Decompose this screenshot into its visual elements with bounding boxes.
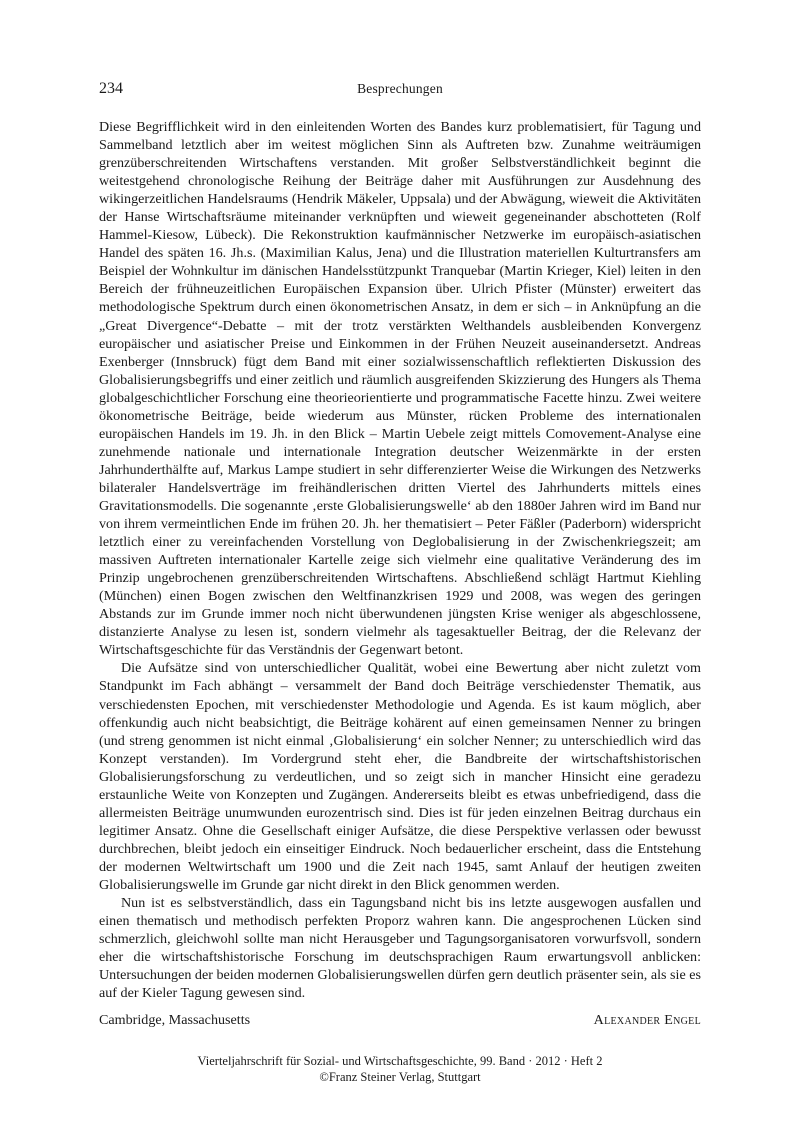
page-footer <box>99 1054 701 1085</box>
signature-line <box>99 1012 701 1032</box>
signature-author: Alexander Engel <box>593 1012 701 1028</box>
paragraph: Diese Begrifflichkeit wird in den einleitenden Worten des Bandes kurz problematisiert, für Tagung und Sammelband letztlich aber im weitest möglichen Sinn als Auftreten bzw. Zunahme weiträumigen grenzüberschreitenden Wirtschaftens verstanden. Mit großer Selbstverständlichkeit beginnt die weitestgehend chronologische Reihung der Beiträge daher mit Ausführungen zur Ausdehnung des wikingerzeitlichen Handelsraums (Hendrik Mäkeler, Uppsala) und der Abwägung, wieweit die Aktivitäten der Hanse Wirtschaftsräume miteinander verknüpften und wieweit gegeneinander abschotteten (Rolf Hammel-Kiesow, Lübeck). Die Rekonstruktion kaufmännischer Netzwerke im europäisch-asiatischen Handel des späten 16. Jh.s. (Maximilian Kalus, Jena) und die Illustration materiellen Kulturtransfers am Beispiel der Wohnkultur im dänischen Handelsstützpunkt Tranquebar (Martin Krieger, Kiel) leiten in den Bereich der frühneuzeitlichen Europäischen Expansion über. Ulrich Pfister (Münster) erweitert das methodologische Spektrum durch einen ökonometrischen Ansatz, in dem er sich – in Anknüpfung an die „Great Divergence“-Debatte – mit der trotz verstärkten Welthandels ausbleibenden Konvergenz europäischer und asiatischer Preise und Einkommen in der Frühen Neuzeit auseinandersetzt. Andreas Exenberger (Innsbruck) fügt dem Band mit einer sozialwissenschaftlich reflektierten Diskussion des Globalisierungsbegriffs und einer zeitlich und räumlich ausgreifenden Skizzierung des Hungers als Thema globalgeschichtlicher Forschung eine theorieorientierte und programmatische Facette hinzu. Zwei weitere ökonometrische Beiträge, beide wiederum aus Münster, rücken Probleme des internationalen europäischen Handels im 19. Jh. in den Blick – Martin Uebele zeigt mittels Comovement-Analyse eine zunehmende nationale und internationale Integration deutscher Weizenmärkte in der ersten Jahrhunderthälfte auf, Markus Lampe studiert in sehr differenzierter Weise die Wirkungen des Netzwerks bilateraler Handelsverträge im freihändlerischen dritten Viertel des Jahrhunderts mittels eines Gravitationsmodells. Die sogenannte ‚erste Globalisierungswelle‘ ab den 1880er Jahren wird im Band nur von ihrem vermeintlichen Ende im frühen 20. Jh. her thematisiert – Peter Fäßler (Paderborn) widerspricht letztlich einer zu vereinfachenden Vorstellung von Deglobalisierung in der Zwischenkriegszeit; am massiven Auftreten internationaler Kartelle zeige sich vielmehr eine qualitative Veränderung des im Prinzip ungebrochenen grenzüberschreitenden Wirtschaftens. Abschließend schlägt Hartmut Kiehling (München) einen Bogen zwischen den Weltfinanzkrisen 1929 und 2008, was wegen des geringen Abstands zur im Grunde immer noch nicht überwundenen jüngsten Krise weniger als abgeschlossene, distanzierte Analyse zu lesen ist, sondern vielmehr als tagesaktueller Beitrag, der die Relevanz der Wirtschaftsgeschichte für das Verständnis der Gegenwart betont. <box>99 119 701 659</box>
publisher-notice: ©Franz Steiner Verlag, Stuttgart <box>319 1069 481 1084</box>
paragraph: Nun ist es selbstverständlich, dass ein Tagungsband nicht bis ins letzte ausgewogen ausfallen und einen thematisch und methodisch perfekten Proporz wahren kann. Die angesprochenen Lücken sind schmerzlich, gleichwohl sollte man nicht Herausgeber und Tagungsorganisatoren vorwurfsvoll, sondern eher die wirtschaftshistorische Forschung im deutschsprachigen Raum erwartungsvoll anblicken: Untersuchungen der beiden modernen Globalisierungswellen dürfen gern deutlich präsenter sein, als sie es auf der Kieler Tagung gewesen sind. <box>99 895 701 1002</box>
review-body <box>99 118 701 1002</box>
signature-place: Cambridge, Massachusetts <box>99 1012 251 1028</box>
page-header <box>99 80 701 100</box>
page-number: 234 <box>99 80 123 97</box>
journal-citation: Vierteljahrschrift für Sozial- und Wirtschaftsgeschichte, 99. Band · 2012 · Heft 2 <box>197 1054 603 1068</box>
paragraph: Die Aufsätze sind von unterschiedlicher Qualität, wobei eine Bewertung aber nicht zuletzt vom Standpunkt im Fach abhängt – versammelt der Band doch Beiträge verschiedenster Thematik, aus verschiedensten Epochen, mit verschiedenster Methodologie und Agenda. Es ist kaum möglich, aber offenkundig auch nicht beabsichtigt, die Beiträge kohärent auf einen gemeinsamen Nenner zu bringen (und streng genommen ist nicht einmal ‚Globalisierung‘ ein solcher Nenner; zu unterschiedlich wird das Konzept verstanden). Im Vordergrund steht eher, die Bandbreite der wirtschaftshistorischen Globalisierungsforschung zu verdeutlichen, und so zeigt sich in mancher Hinsicht eine geradezu erstaunliche Weite von Konzepten und Zugängen. Andererseits bleibt es etwas unbefriedigend, dass die allermeisten Beiträge unumwunden eurozentrisch sind. Dies ist für jeden einzelnen Beitrag durchaus ein legitimer Ansatz. Ohne die Gesellschaft einiger Aufsätze, die diese Perspektive verlassen oder bewusst durchbrechen, bleibt jedoch ein einseitiger Eindruck. Noch bedauerlicher erscheint, dass die Entstehung der modernen Weltwirtschaft um 1900 und die Zeit nach 1945, samt Anlauf der heutigen zweiten Globalisierungswelle im Grunde gar nicht direkt in den Blick genommen werden. <box>99 660 701 893</box>
running-head: Besprechungen <box>357 81 443 96</box>
